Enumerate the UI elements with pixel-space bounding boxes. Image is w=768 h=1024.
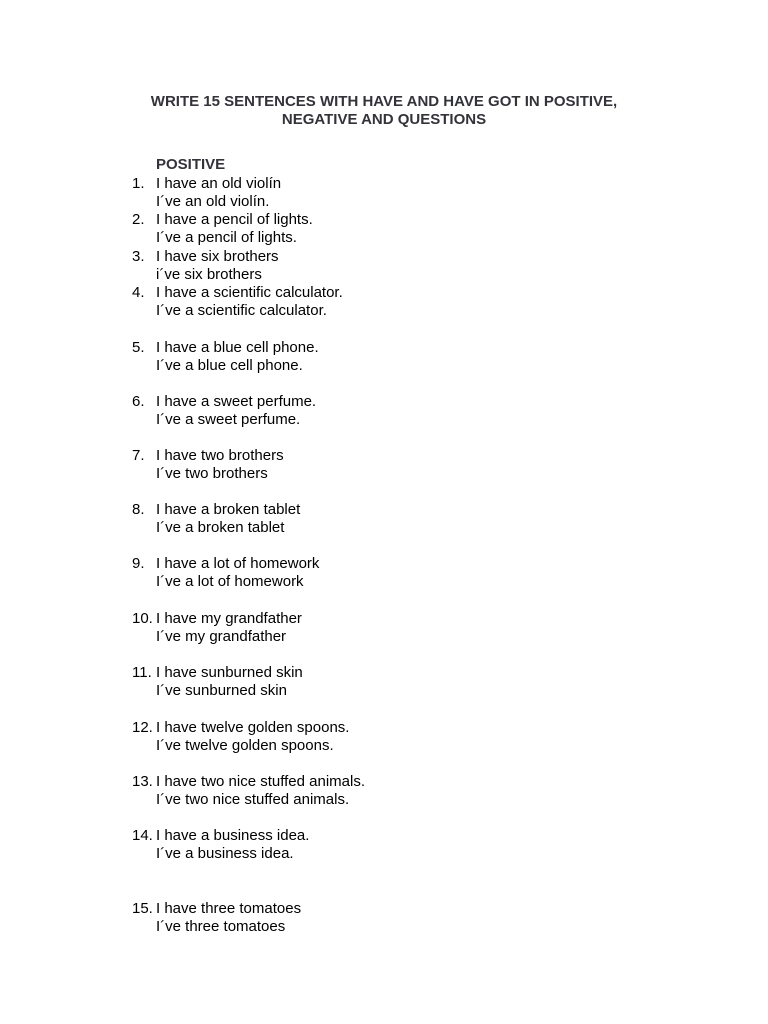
item-sentence: I have a blue cell phone.: [156, 339, 319, 356]
item-number: 13.: [132, 773, 153, 790]
item-sentence: I have twelve golden spoons.: [156, 719, 350, 736]
item-sentence: I have two brothers: [156, 447, 284, 464]
item-sentence: I have a scientific calculator.: [156, 284, 343, 301]
item-number: 10.: [132, 610, 153, 627]
item-number: 15.: [132, 900, 153, 917]
item-contraction: I´ve twelve golden spoons.: [156, 737, 334, 755]
item-number: 3.: [132, 248, 145, 265]
section-heading-positive: POSITIVE: [156, 156, 226, 173]
item-number: 4.: [132, 284, 145, 301]
item-contraction: I´ve sunburned skin: [156, 682, 287, 700]
item-contraction: i´ve six brothers: [156, 266, 262, 284]
item-number: 8.: [132, 501, 145, 518]
item-sentence: I have sunburned skin: [156, 664, 303, 681]
item-contraction: I´ve a business idea.: [156, 845, 294, 863]
item-contraction: I´ve three tomatoes: [156, 918, 286, 936]
item-contraction: I´ve two brothers: [156, 465, 268, 483]
item-contraction: I´ve my grandfather: [156, 628, 287, 646]
item-sentence: I have my grandfather: [156, 610, 302, 627]
item-contraction: I´ve a blue cell phone.: [156, 357, 303, 375]
item-number: 14.: [132, 827, 153, 844]
item-sentence: I have a lot of homework: [156, 555, 320, 572]
item-contraction: I´ve two nice stuffed animals.: [156, 791, 350, 809]
item-number: 12.: [132, 719, 153, 736]
item-contraction: I´ve a pencil of lights.: [156, 229, 297, 247]
item-number: 1.: [132, 175, 145, 192]
item-number: 2.: [132, 211, 145, 228]
item-contraction: I´ve an old violín.: [156, 193, 270, 211]
item-sentence: I have a sweet perfume.: [156, 393, 317, 410]
item-number: 5.: [132, 339, 145, 356]
item-sentence: I have a broken tablet: [156, 501, 301, 518]
item-sentence: I have three tomatoes: [156, 900, 302, 917]
item-contraction: I´ve a sweet perfume.: [156, 411, 301, 429]
item-sentence: I have a business idea.: [156, 827, 310, 844]
item-number: 6.: [132, 393, 145, 410]
item-contraction: I´ve a lot of homework: [156, 573, 304, 591]
title-line-2: NEGATIVE AND QUESTIONS: [281, 111, 487, 128]
item-sentence: I have a pencil of lights.: [156, 211, 313, 228]
item-number: 11.: [132, 664, 152, 681]
item-contraction: I´ve a broken tablet: [156, 519, 285, 537]
item-number: 9.: [132, 555, 145, 572]
title-line-1: WRITE 15 SENTENCES WITH HAVE AND HAVE GOT IN POSITIVE,: [150, 93, 618, 110]
item-number: 7.: [132, 447, 145, 464]
item-sentence: I have six brothers: [156, 248, 279, 265]
document-title: [0, 93, 768, 129]
item-contraction: I´ve a scientific calculator.: [156, 302, 327, 320]
item-sentence: I have an old violín: [156, 175, 282, 192]
item-sentence: I have two nice stuffed animals.: [156, 773, 366, 790]
